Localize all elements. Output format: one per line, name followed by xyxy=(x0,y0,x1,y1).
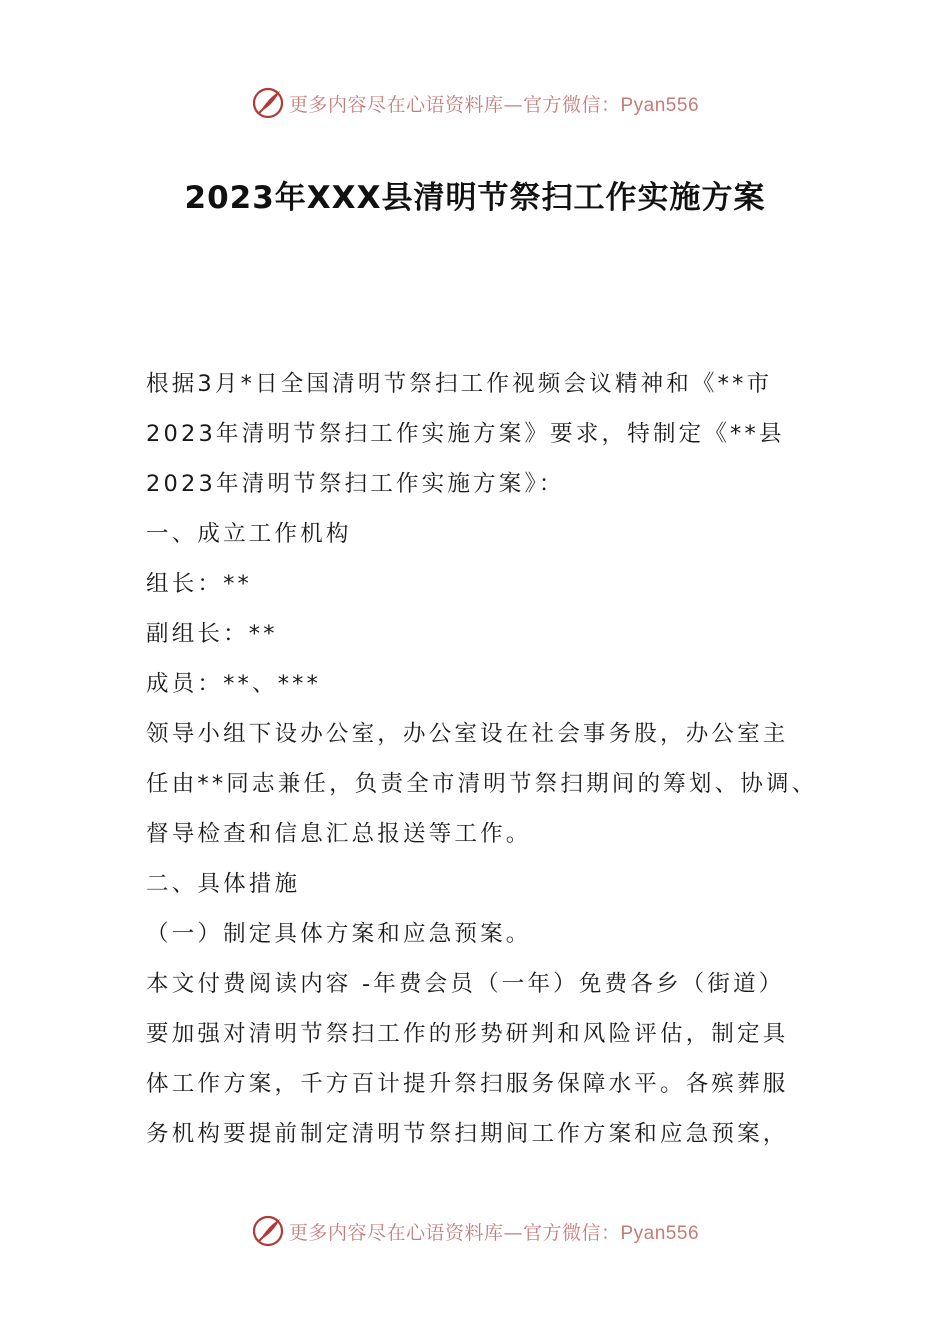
body-line: 成员：**、*** xyxy=(146,671,322,697)
watermark-text: 更多内容尽在心语资料库—官方微信：Pyan556 xyxy=(288,1221,700,1244)
body-line: 本文付费阅读内容 -年费会员（一年）免费各乡（街道） xyxy=(146,971,785,997)
body-line: 务机构要提前制定清明节祭扫期间工作方案和应急预案， xyxy=(146,1121,789,1147)
body-line: 2023年清明节祭扫工作实施方案》要求，特制定《**县 xyxy=(146,421,785,447)
body-line: 组长：** xyxy=(146,571,253,597)
body-line: 领导小组下设办公室，办公室设在社会事务股，办公室主 xyxy=(146,721,789,747)
body-line: 副组长：** xyxy=(146,621,278,647)
body-line: 2023年清明节祭扫工作实施方案》： xyxy=(146,471,565,497)
quill-logo-icon xyxy=(251,86,285,120)
body-line: 督导检查和信息汇总报送等工作。 xyxy=(146,821,532,847)
section-heading: 二、具体措施 xyxy=(146,871,301,897)
subsection-heading: （一）制定具体方案和应急预案。 xyxy=(146,921,532,947)
watermark-wechat-id: Pyan556 xyxy=(620,1222,700,1244)
body-line: 体工作方案，千方百计提升祭扫服务保障水平。各殡葬服 xyxy=(146,1071,789,1097)
document-body xyxy=(146,362,836,1162)
body-line: 要加强对清明节祭扫工作的形势研判和风险评估，制定具 xyxy=(146,1021,789,1047)
section-heading: 一、成立工作机构 xyxy=(146,521,352,547)
watermark-wechat-id: Pyan556 xyxy=(620,94,700,116)
footer-watermark xyxy=(0,1211,950,1251)
header-watermark xyxy=(0,83,950,123)
watermark-text: 更多内容尽在心语资料库—官方微信：Pyan556 xyxy=(288,93,700,116)
document-title: 2023年XXX县清明节祭扫工作实施方案 xyxy=(184,180,766,216)
body-line: 根据3月*日全国清明节祭扫工作视频会议精神和《**市 xyxy=(146,371,773,397)
body-line: 任由**同志兼任，负责全市清明节祭扫期间的筹划、协调、 xyxy=(146,771,818,797)
quill-logo-icon xyxy=(251,1214,285,1248)
